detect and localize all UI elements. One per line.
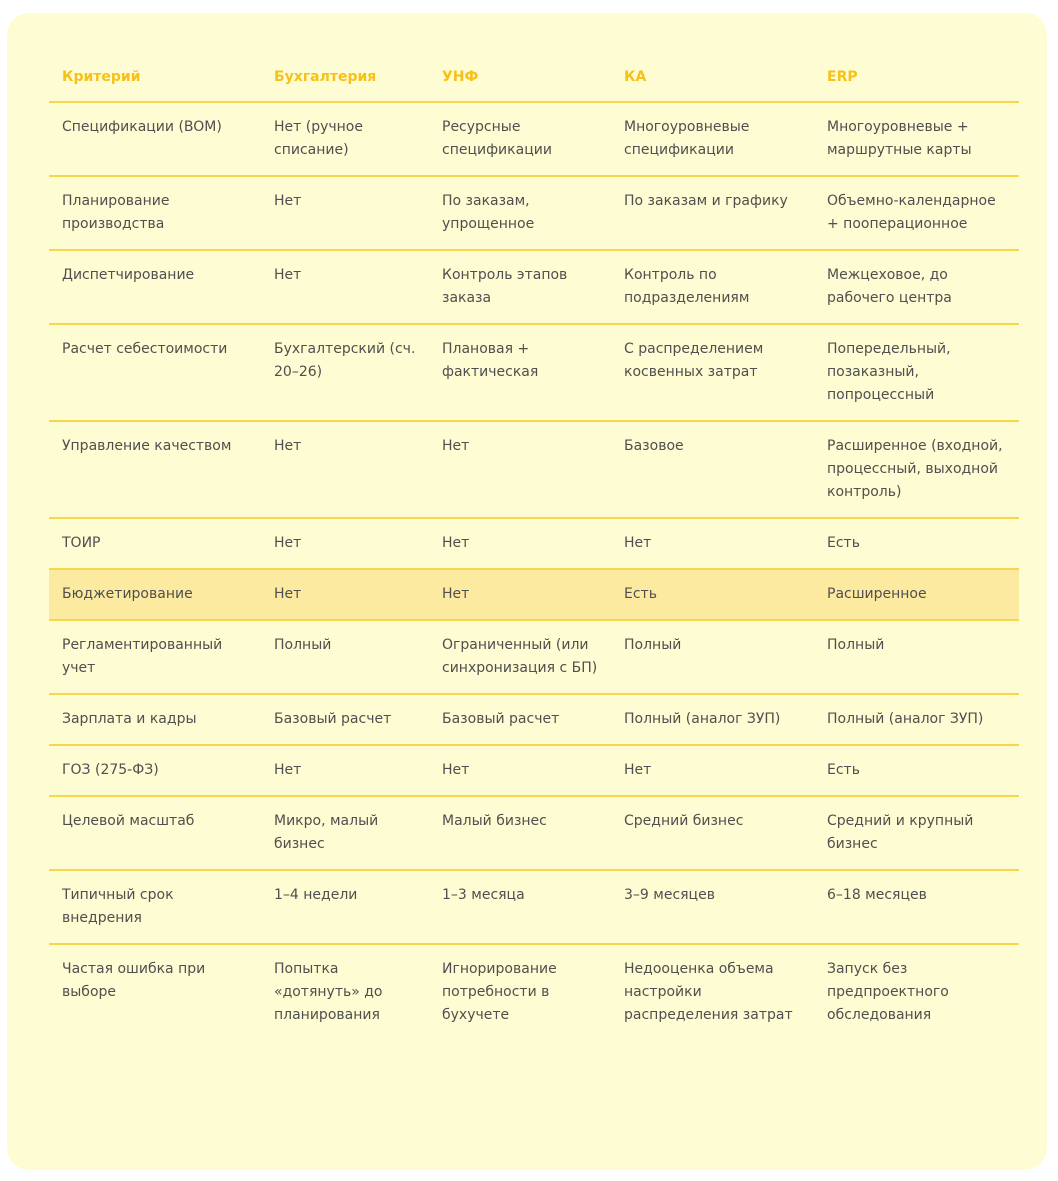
cell-unf: 1–3 месяца: [429, 870, 611, 944]
cell-ka: Полный: [611, 620, 814, 694]
cell-unf: Нет: [429, 518, 611, 569]
cell-buhgalteria: Базовый расчет: [261, 694, 429, 745]
table-row: [49, 421, 1019, 518]
header-buhgalteria: Бухгалтерия: [261, 53, 429, 102]
cell-ka: Полный (аналог ЗУП): [611, 694, 814, 745]
cell-erp: 6–18 месяцев: [814, 870, 1019, 944]
cell-unf: Плановая + фактическая: [429, 324, 611, 421]
table-row: [49, 176, 1019, 250]
cell-unf: Контроль этапов заказа: [429, 250, 611, 324]
table-row-highlighted: [49, 569, 1019, 620]
cell-ka: Нет: [611, 745, 814, 796]
table-row: [49, 694, 1019, 745]
cell-erp: Запуск без предпроектного обследования: [827, 961, 949, 1023]
cell-unf: Малый бизнес: [429, 796, 611, 870]
header-erp: ERP: [814, 53, 1019, 102]
header-unf: УНФ: [429, 53, 611, 102]
table-row: [49, 796, 1019, 870]
cell-ka: Многоуровневые спецификации: [611, 102, 814, 176]
table-row: [49, 620, 1019, 694]
table-row: [49, 250, 1019, 324]
table-row: [49, 870, 1019, 944]
cell-ka: Средний бизнес: [611, 796, 814, 870]
cell-buhgalteria: Микро, малый бизнес: [261, 796, 429, 870]
cell-erp: Межцеховое, до рабочего центра: [814, 250, 1019, 324]
cell-buhgalteria: Нет: [261, 569, 429, 620]
cell-criterion: Бюджетирование: [49, 569, 261, 620]
header-ka: КА: [611, 53, 814, 102]
cell-unf: Нет: [429, 745, 611, 796]
cell-criterion: ТОИР: [49, 518, 261, 569]
cell-criterion: Частая ошибка при выборе: [62, 961, 206, 1000]
cell-ka: По заказам и графику: [611, 176, 814, 250]
cell-criterion: ГОЗ (275-ФЗ): [49, 745, 261, 796]
cell-unf: Ограниченный (или синхронизация с БП): [429, 620, 611, 694]
cell-criterion: Типичный срок внедрения: [49, 870, 261, 944]
cell-criterion: Зарплата и кадры: [49, 694, 261, 745]
cell-buhgalteria: Полный: [261, 620, 429, 694]
cell-buhgalteria: Нет: [261, 250, 429, 324]
cell-erp: Есть: [814, 745, 1019, 796]
header-criterion: Критерий: [49, 53, 261, 102]
cell-unf: Нет: [429, 421, 611, 518]
cell-buhgalteria: Попытка «дотянуть» до планирования: [274, 961, 383, 1023]
cell-ka: Базовое: [611, 421, 814, 518]
cell-criterion: Диспетчирование: [49, 250, 261, 324]
cell-unf: Ресурсные спецификации: [429, 102, 611, 176]
cell-criterion: Целевой масштаб: [49, 796, 261, 870]
cell-erp: Объемно-календарное + пооперационное: [814, 176, 1019, 250]
table-row: [49, 518, 1019, 569]
cell-buhgalteria: Нет: [261, 176, 429, 250]
cell-erp: Расширенное: [814, 569, 1019, 620]
table-row: [49, 102, 1019, 176]
table-row: [49, 745, 1019, 796]
cell-criterion: Спецификации (BOM): [49, 102, 261, 176]
cell-buhgalteria: 1–4 недели: [261, 870, 429, 944]
comparison-table: [49, 53, 1019, 1040]
cell-ka: С распределением косвенных затрат: [611, 324, 814, 421]
cell-ka: Есть: [611, 569, 814, 620]
cell-buhgalteria: Нет (ручное списание): [261, 102, 429, 176]
cell-erp: Есть: [814, 518, 1019, 569]
cell-buhgalteria: Нет: [261, 518, 429, 569]
table-header-row: [49, 53, 1019, 102]
cell-buhgalteria: Нет: [261, 421, 429, 518]
cell-erp: Полный (аналог ЗУП): [814, 694, 1019, 745]
cell-erp: Многоуровневые + маршрутные карты: [814, 102, 1019, 176]
cell-unf: По заказам, упрощенное: [429, 176, 611, 250]
cell-criterion: Регламентированный учет: [49, 620, 261, 694]
cell-criterion: Управление качеством: [49, 421, 261, 518]
cell-unf: Игнорирование потребности в бухучете: [442, 961, 557, 1023]
table-row: [49, 944, 1019, 1040]
cell-ka: 3–9 месяцев: [611, 870, 814, 944]
comparison-card: [7, 13, 1047, 1170]
cell-buhgalteria: Нет: [261, 745, 429, 796]
cell-ka: Недооценка объема настройки распределения затрат: [624, 961, 793, 1023]
cell-ka: Контроль по подразделениям: [611, 250, 814, 324]
cell-unf: Нет: [429, 569, 611, 620]
cell-erp: Средний и крупный бизнес: [814, 796, 1019, 870]
cell-unf: Базовый расчет: [429, 694, 611, 745]
cell-erp: Попередельный, позаказный, попроцессный: [814, 324, 1019, 421]
cell-criterion: Расчет себестоимости: [49, 324, 261, 421]
cell-erp: Полный: [814, 620, 1019, 694]
table-row: [49, 324, 1019, 421]
cell-buhgalteria: Бухгалтерский (сч. 20–26): [261, 324, 429, 421]
cell-erp: Расширенное (входной, процессный, выходной контроль): [814, 421, 1019, 518]
cell-criterion: Планирование производства: [49, 176, 261, 250]
cell-ka: Нет: [611, 518, 814, 569]
